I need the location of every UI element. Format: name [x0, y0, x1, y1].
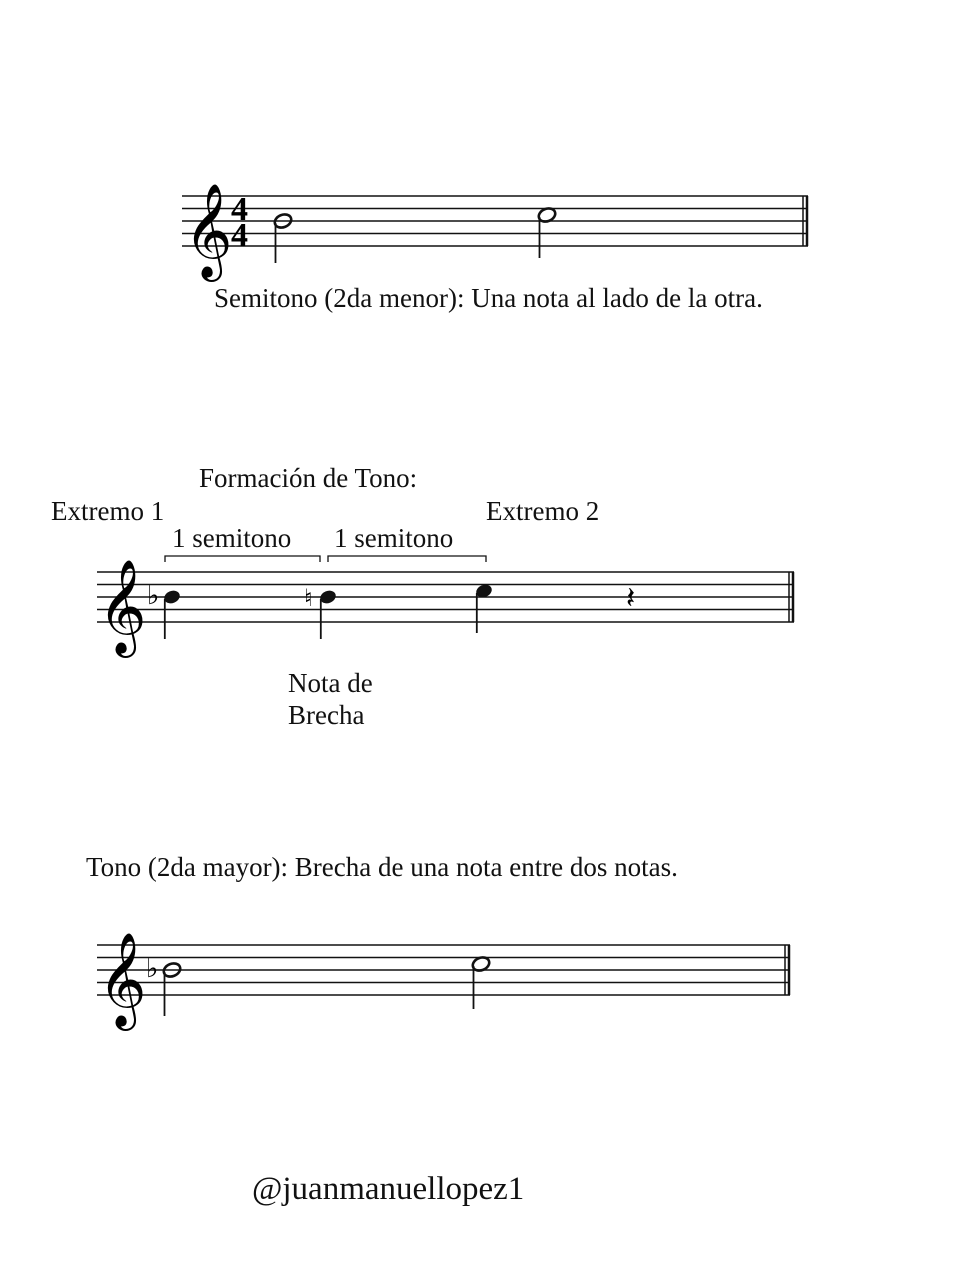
quarter-note-b-natural [318, 588, 337, 639]
quarter-rest-icon: 𝄽 [626, 581, 636, 616]
staff-semitone-example [0, 170, 975, 280]
extreme-1-label: Extremo 1 [51, 496, 165, 526]
semitone-bracket-2 [328, 556, 486, 562]
quarter-note-c [474, 582, 493, 633]
time-signature-bottom: 4 [231, 217, 248, 254]
extreme-2-label: Extremo 2 [486, 496, 600, 526]
tone-caption: Tono (2da mayor): Brecha de una nota entre dos notas. [86, 852, 678, 882]
semitone-label-1: 1 semitono [172, 523, 292, 553]
staff-lines [97, 945, 790, 995]
natural-icon: ♮ [304, 584, 313, 612]
author-handle: @juanmanuellopez1 [252, 1171, 525, 1207]
half-note-c [537, 206, 557, 258]
semitone-bracket-1 [165, 556, 320, 562]
semitone-label-2: 1 semitono [334, 523, 454, 553]
gap-note-label-line1: Nota de [288, 668, 373, 698]
treble-clef-icon: 𝄞 [98, 932, 147, 1027]
half-note-b [273, 212, 293, 263]
staff-lines [97, 572, 794, 622]
flat-icon: ♭ [146, 954, 159, 984]
time-signature-top: 4 [231, 191, 248, 228]
gap-note-label-line2: Brecha [288, 700, 365, 730]
semitone-caption: Semitono (2da menor): Una nota al lado de la otra. [214, 283, 763, 313]
tone-formation-title: Formación de Tono: [199, 463, 418, 493]
staff-tone-formation [0, 540, 975, 654]
flat-icon: ♭ [147, 581, 160, 611]
staff-tone-example [0, 920, 975, 1030]
quarter-note-b-flat [162, 588, 181, 639]
treble-clef-icon: 𝄞 [184, 183, 233, 278]
treble-clef-icon: 𝄞 [98, 559, 147, 654]
